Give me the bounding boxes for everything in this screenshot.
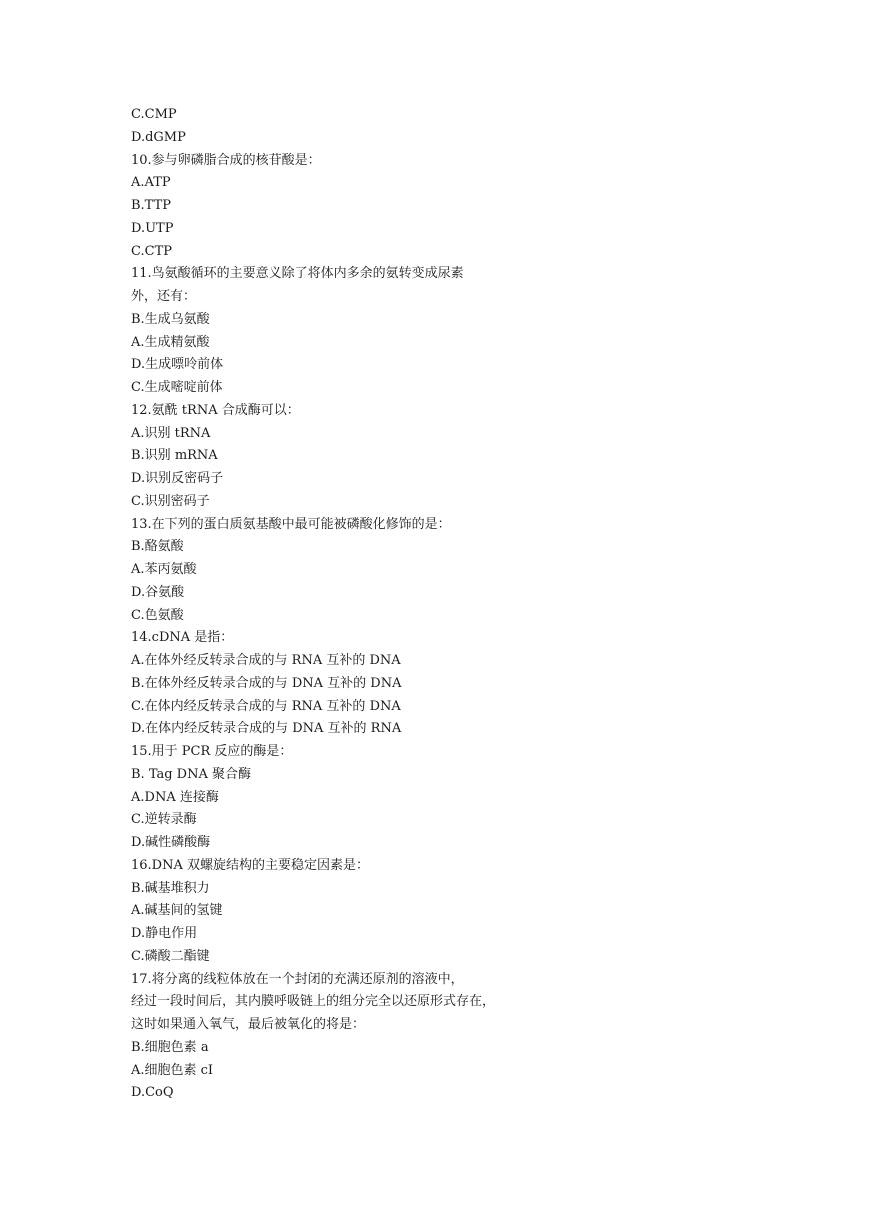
option-line: D.静电作用 (131, 926, 198, 941)
option-line: A.苯丙氨酸 (131, 562, 197, 577)
option-line: A.碱基间的氢键 (131, 903, 223, 919)
option-line: C.逆转录酶 (131, 812, 197, 828)
question-17: 17.将分离的线粒体放在一个封闭的充满还原剂的溶液中， (131, 971, 464, 987)
option-line: C.识别密码子 (131, 493, 210, 509)
option-line: C.在体内经反转录合成的与 RNA 互补的 DNA (131, 698, 401, 714)
text-line: D.dGMP (131, 129, 186, 145)
option-line: C.CTP (131, 243, 172, 259)
option-line: D.UTP (131, 220, 174, 236)
question-17-continued: 这时如果通入氧气，最后被氧化的将是： (131, 1017, 366, 1032)
option-line: B.生成乌氨酸 (131, 311, 210, 327)
option-line: D.碱性磷酸酶 (131, 835, 211, 850)
question-15: 15.用于 PCR 反应的酶是： (131, 744, 293, 759)
question-11: 11.鸟氨酸循环的主要意义除了将体内多余的氨转变成尿素 (131, 266, 464, 282)
option-line: A.ATP (131, 175, 171, 191)
question-17-continued: 经过一段时间后，其内膜呼吸链上的组分完全以还原形式存在， (131, 994, 496, 1010)
option-line: A.识别 tRNA (131, 425, 211, 441)
option-line: B.TTP (131, 198, 172, 213)
option-line: B.细胞色素 a (131, 1039, 209, 1055)
option-line: D.识别反密码子 (131, 471, 224, 486)
option-line: B.酪氨酸 (131, 539, 184, 555)
question-text-block (131, 104, 771, 1105)
option-line: C.磷酸二酯键 (131, 948, 210, 964)
option-line: D.谷氨酸 (131, 584, 185, 600)
question-16: 16.DNA 双螺旋结构的主要稳定因素是： (131, 857, 369, 873)
question-11-continued: 外，还有： (131, 289, 197, 304)
option-line: A.DNA 连接酶 (131, 789, 219, 805)
option-line: A.细胞色素 cI (131, 1062, 214, 1078)
option-line: D.生成嘌呤前体 (131, 357, 224, 373)
option-line: B. Tag DNA 聚合酶 (131, 766, 252, 782)
option-line: B.碱基堆积力 (131, 880, 210, 896)
option-line: B.识别 mRNA (131, 448, 218, 464)
option-line: C.色氨酸 (131, 607, 184, 623)
question-10: 10.参与卵磷脂合成的核苷酸是： (131, 152, 321, 168)
text-line: C.CMP (131, 107, 177, 122)
option-line: D.CoQ (131, 1085, 174, 1101)
option-line: A.在体外经反转录合成的与 RNA 互补的 DNA (131, 653, 401, 668)
option-line: A.生成精氨酸 (131, 334, 210, 350)
option-line: D.在体内经反转录合成的与 DNA 互补的 RNA (131, 721, 402, 737)
question-12: 12.氨酰 tRNA 合成酶可以： (131, 402, 300, 418)
question-14: 14.cDNA 是指： (131, 630, 234, 646)
option-line: C.生成嘧啶前体 (131, 380, 223, 395)
question-13: 13.在下列的蛋白质氨基酸中最可能被磷酸化修饰的是： (131, 516, 451, 532)
option-line: B.在体外经反转录合成的与 DNA 互补的 DNA (131, 675, 402, 691)
